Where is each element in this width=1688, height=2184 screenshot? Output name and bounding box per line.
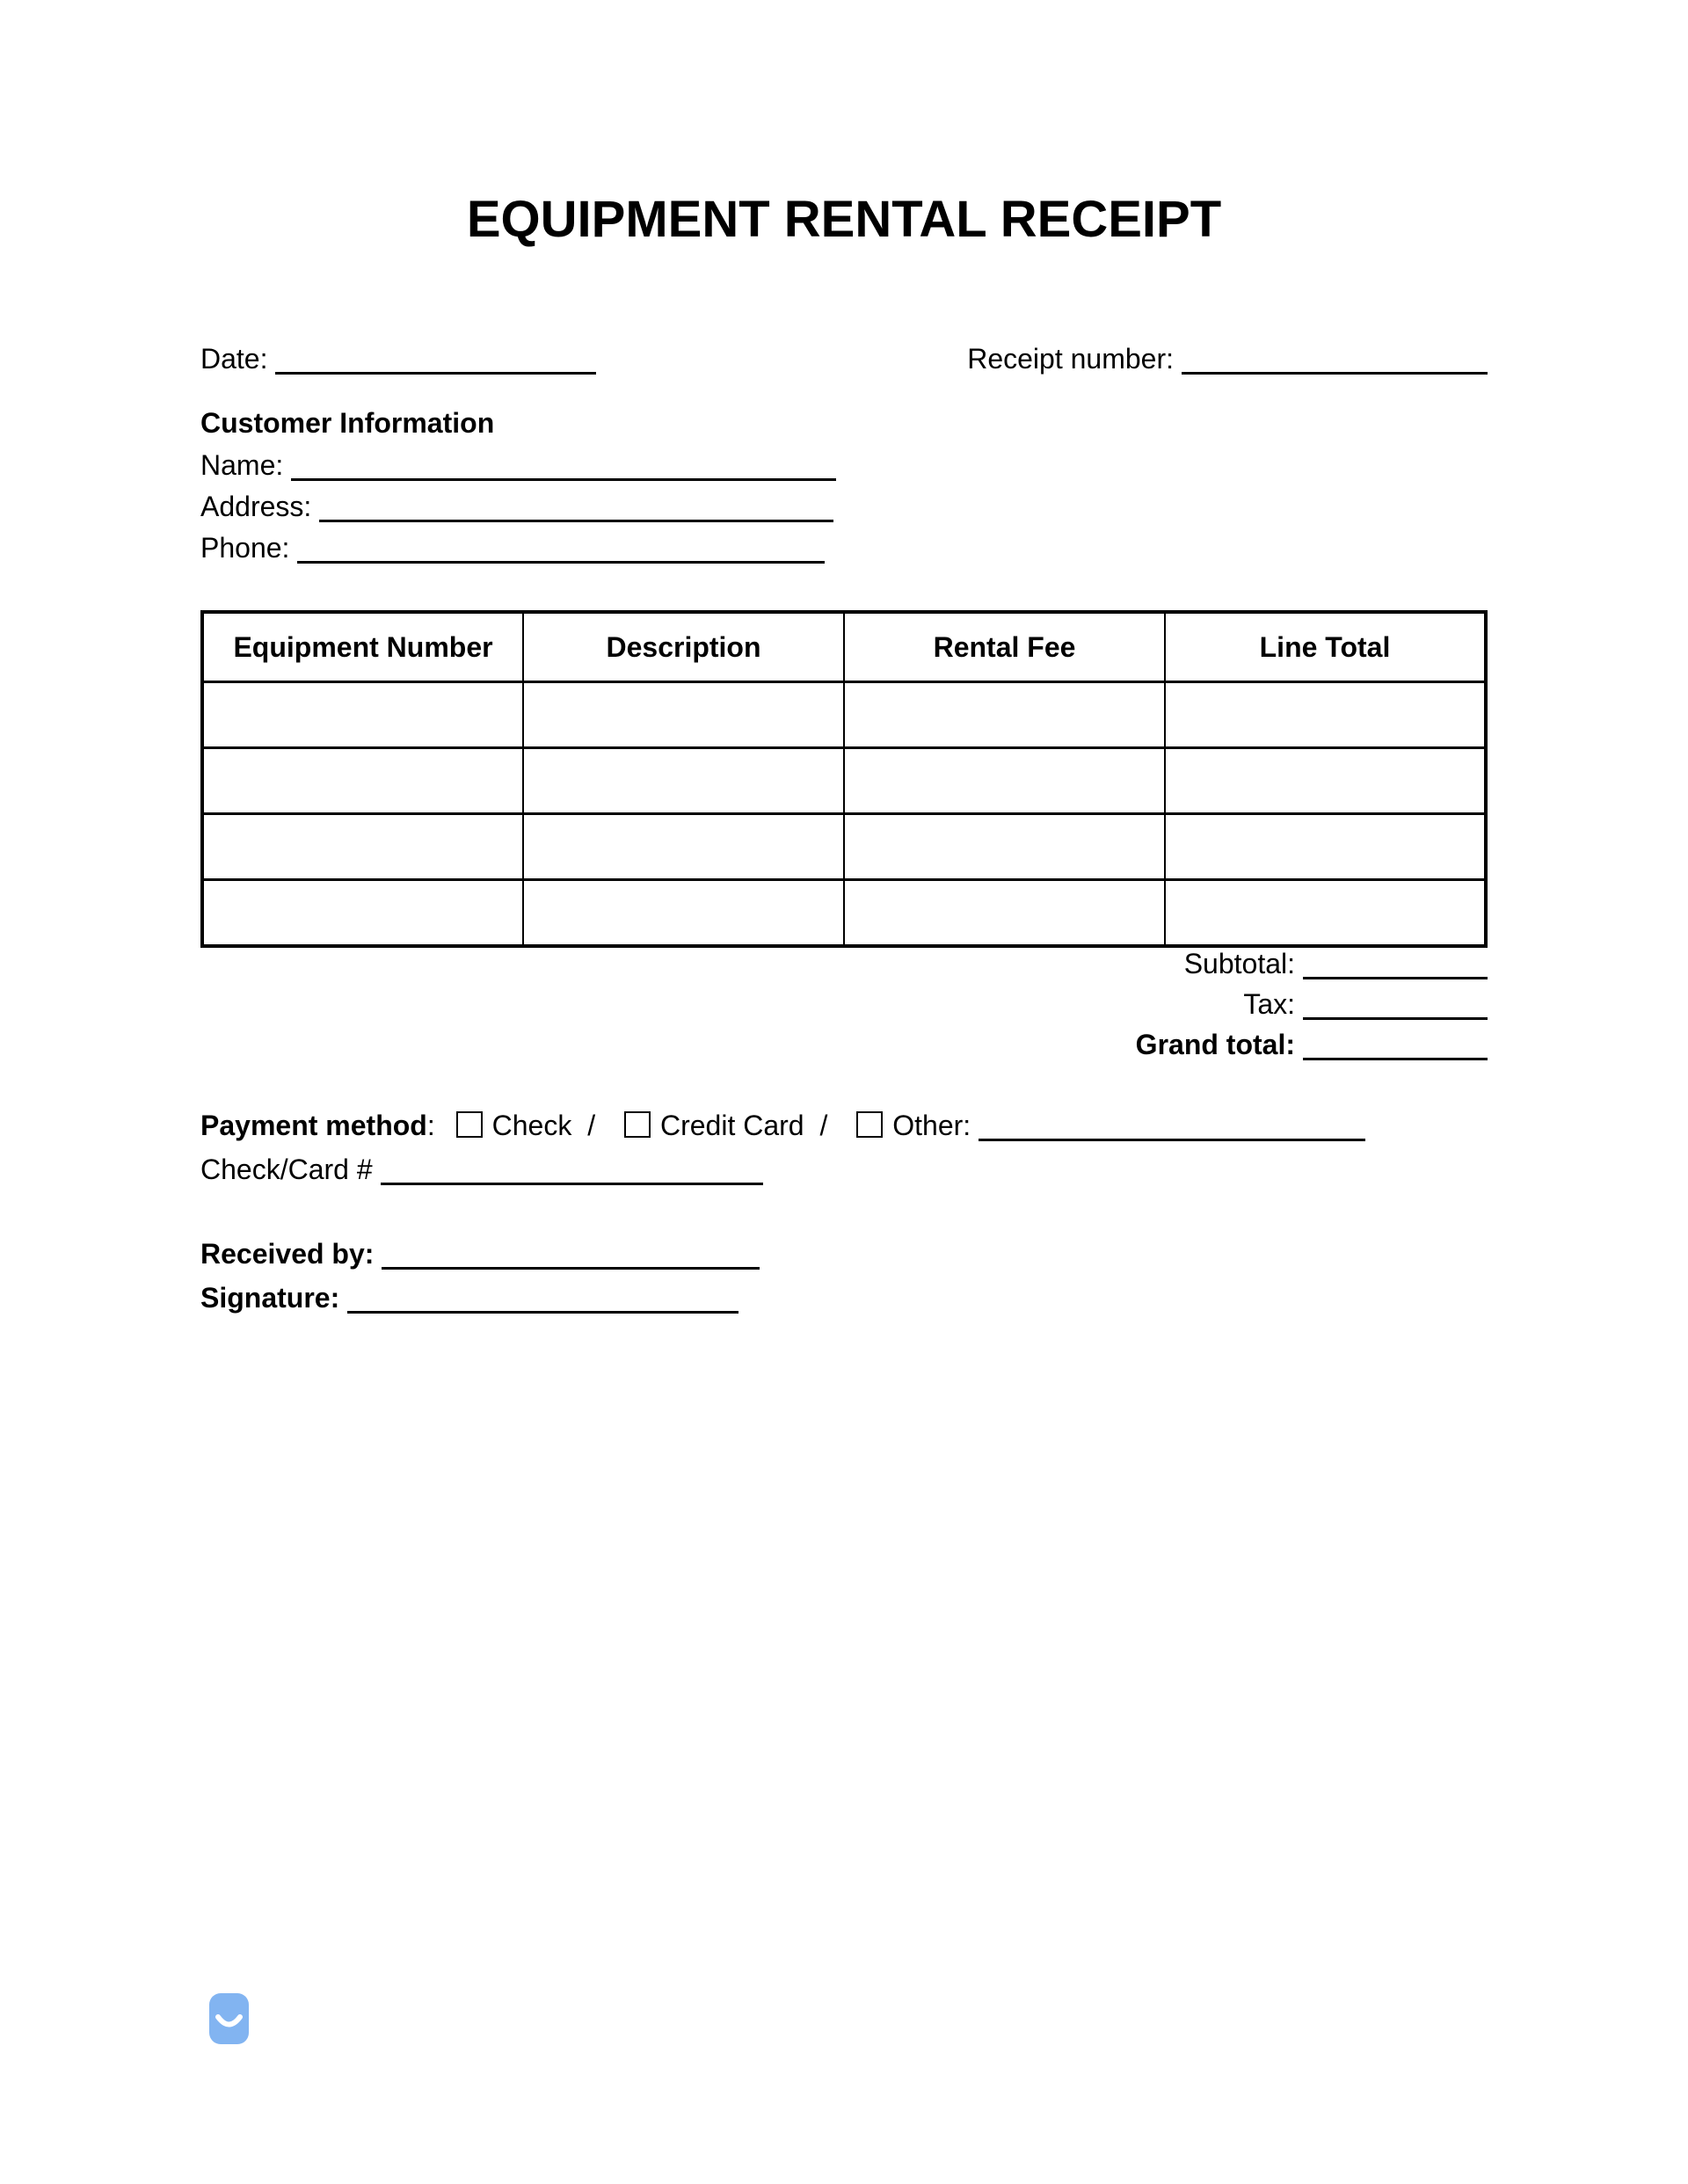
phone-label: Phone: xyxy=(200,532,290,564)
grand-total-row xyxy=(1136,1029,1488,1061)
received-by-blank-field[interactable] xyxy=(382,1241,760,1270)
date-blank-field[interactable] xyxy=(275,346,596,375)
table-cell[interactable] xyxy=(844,748,1165,814)
table-cell[interactable] xyxy=(523,880,844,947)
smile-logo-icon xyxy=(209,1993,249,2044)
received-by-label: Received by: xyxy=(200,1238,375,1270)
payment-option-check-label: Check xyxy=(491,1110,572,1141)
received-by-row xyxy=(200,1238,1488,1270)
table-cell[interactable] xyxy=(844,682,1165,748)
payment-method-colon: : xyxy=(426,1110,435,1141)
column-header-rental-fee: Rental Fee xyxy=(844,612,1165,682)
name-blank-field[interactable] xyxy=(291,452,836,481)
table-cell[interactable] xyxy=(523,748,844,814)
items-table xyxy=(200,610,1488,948)
table-cell[interactable] xyxy=(1165,814,1486,880)
payment-method-row xyxy=(200,1110,1488,1142)
table-row xyxy=(202,814,1486,880)
date-receipt-row xyxy=(200,343,1488,375)
table-cell[interactable] xyxy=(202,682,523,748)
receipt-number-label: Receipt number: xyxy=(967,343,1174,375)
credit-card-checkbox[interactable] xyxy=(624,1111,651,1138)
payment-option-other-label: Other: xyxy=(892,1110,971,1141)
signature-label: Signature: xyxy=(200,1282,340,1314)
column-header-line-total: Line Total xyxy=(1165,612,1486,682)
table-cell[interactable] xyxy=(202,880,523,947)
table-cell[interactable] xyxy=(523,682,844,748)
table-cell[interactable] xyxy=(202,748,523,814)
name-label: Name: xyxy=(200,449,284,481)
table-cell[interactable] xyxy=(1165,880,1486,947)
receipt-number-blank-field[interactable] xyxy=(1182,346,1488,375)
date-label: Date: xyxy=(200,343,268,375)
check-card-number-blank-field[interactable] xyxy=(381,1156,763,1185)
date-group xyxy=(200,343,596,375)
customer-name-row xyxy=(200,449,1488,482)
address-blank-field[interactable] xyxy=(319,493,833,522)
table-row xyxy=(202,748,1486,814)
payment-method-label: Payment method xyxy=(200,1110,427,1141)
table-cell[interactable] xyxy=(202,814,523,880)
table-cell[interactable] xyxy=(1165,748,1486,814)
table-cell[interactable] xyxy=(844,814,1165,880)
customer-address-row xyxy=(200,491,1488,523)
tax-blank-field[interactable] xyxy=(1303,991,1488,1020)
table-cell[interactable] xyxy=(1165,682,1486,748)
other-blank-field[interactable] xyxy=(979,1112,1365,1141)
table-cell[interactable] xyxy=(844,880,1165,947)
customer-phone-row xyxy=(200,532,1488,564)
column-header-equipment-number: Equipment Number xyxy=(202,612,523,682)
signature-row xyxy=(200,1282,1488,1314)
page-title: EQUIPMENT RENTAL RECEIPT xyxy=(466,191,1222,248)
subtotal-blank-field[interactable] xyxy=(1303,950,1488,979)
address-label: Address: xyxy=(200,491,312,522)
grand-total-blank-field[interactable] xyxy=(1303,1031,1488,1060)
tax-row xyxy=(1243,988,1488,1021)
option-separator: / xyxy=(587,1110,596,1141)
items-table-header-row xyxy=(202,612,1486,682)
receipt-number-group xyxy=(967,343,1488,375)
grand-total-label: Grand total: xyxy=(1135,1029,1295,1060)
table-cell[interactable] xyxy=(523,814,844,880)
table-row xyxy=(202,682,1486,748)
column-header-description: Description xyxy=(523,612,844,682)
subtotal-label: Subtotal: xyxy=(1183,948,1295,979)
other-checkbox[interactable] xyxy=(856,1111,883,1138)
check-card-number-label: Check/Card # xyxy=(200,1154,373,1185)
customer-information-heading: Customer Information xyxy=(200,407,495,439)
check-card-number-row xyxy=(200,1154,1488,1186)
table-row xyxy=(202,880,1486,947)
tax-label: Tax: xyxy=(1243,988,1295,1020)
payment-option-credit-card-label: Credit Card xyxy=(659,1110,804,1141)
subtotal-row xyxy=(1184,948,1488,980)
option-separator: / xyxy=(819,1110,828,1141)
signature-blank-field[interactable] xyxy=(347,1285,738,1314)
check-checkbox[interactable] xyxy=(456,1111,483,1138)
phone-blank-field[interactable] xyxy=(297,535,825,564)
